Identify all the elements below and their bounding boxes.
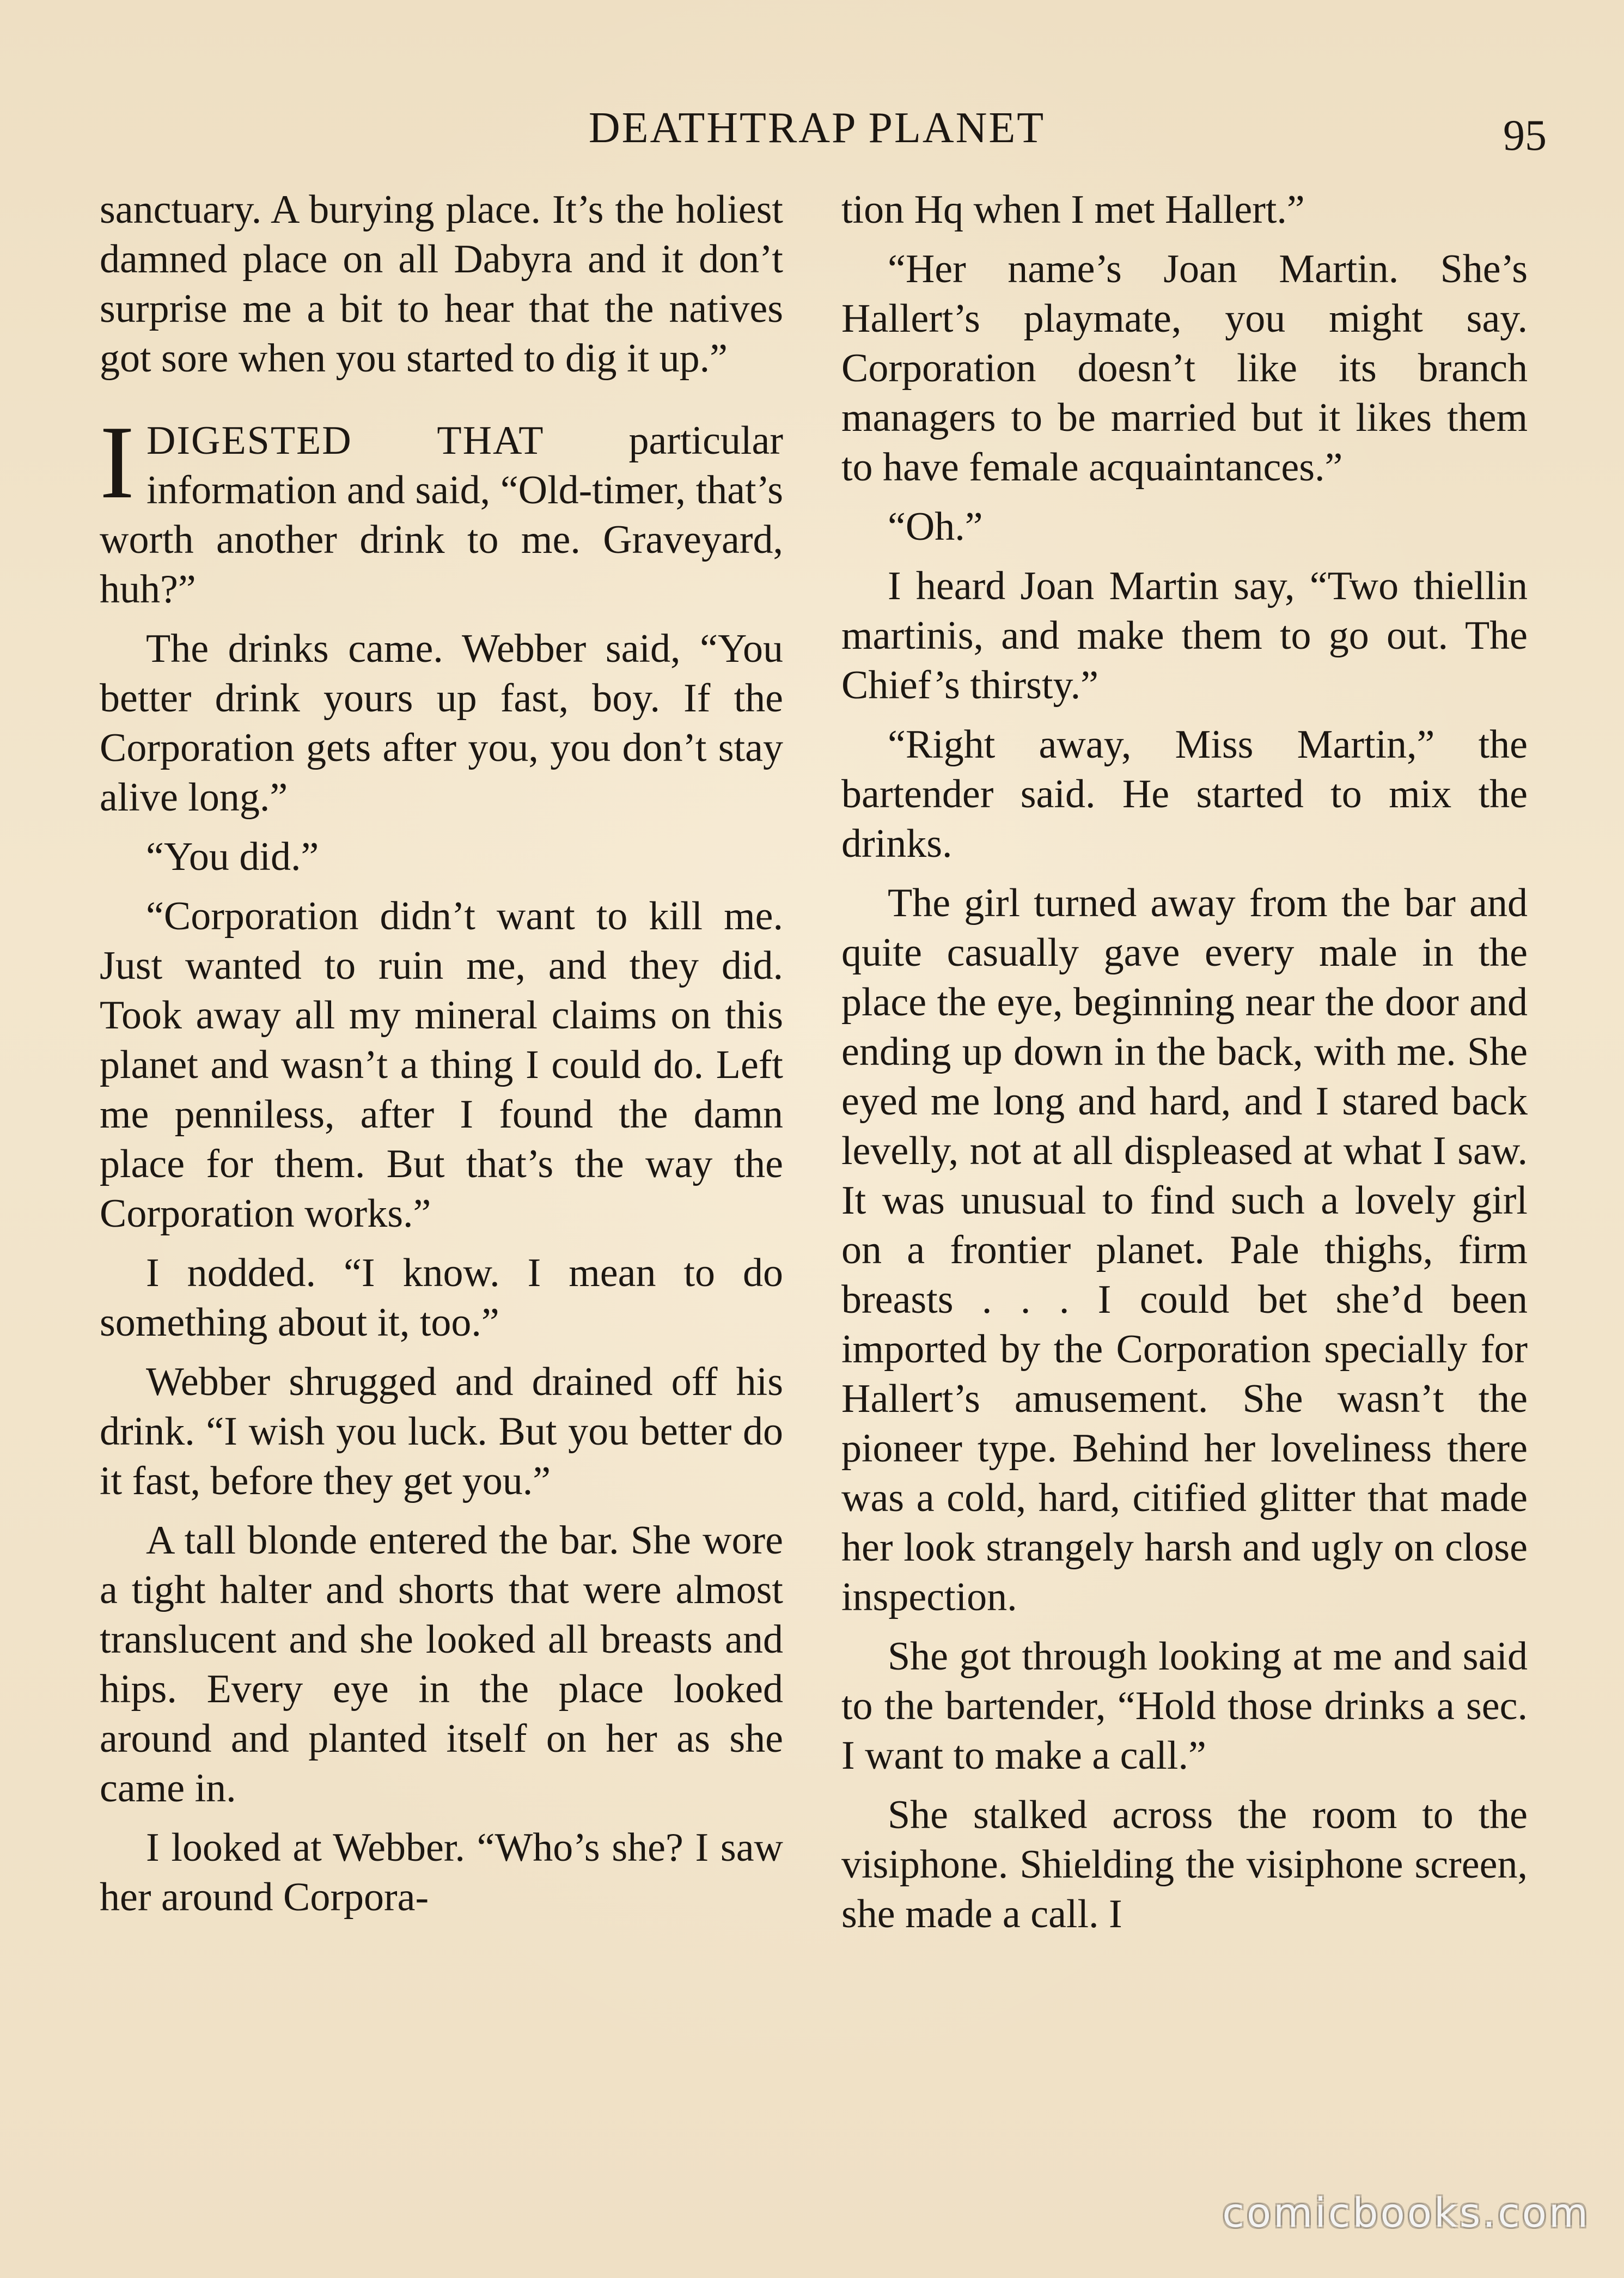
- paragraph: A tall blonde entered the bar. She wore a tight halter and shorts that were almost translucent and she looked all breasts and hips. Every eye in the place looked around and planted itself on her as she came in.: [100, 1518, 783, 1811]
- running-title: DEATHTRAP PLANET: [588, 104, 1046, 152]
- paragraph: “Right away, Miss Martin,” the bartender said. He started to mix the drinks.: [841, 722, 1528, 866]
- paragraph: I nodded. “I know. I mean to do something about it, too.”: [100, 1251, 783, 1345]
- paragraph: I heard Joan Martin say, “Two thiellin martinis, and make them to go out. The Chief’s thirsty.”: [841, 564, 1528, 708]
- paragraph: “Her name’s Joan Martin. She’s Hallert’s playmate, you might say. Corporation doesn’t like its branch managers to be married but it likes them to have female acquaintances.”: [841, 247, 1528, 490]
- paragraph: The drinks came. Webber said, “You better drink yours up fast, boy. If the Corporation gets after you, you don’t stay alive long.”: [100, 626, 783, 820]
- left-column: [100, 185, 783, 1932]
- paragraph: tion Hq when I met Hallert.”: [841, 187, 1305, 232]
- drop-cap: I: [100, 404, 135, 520]
- page-header: [0, 103, 1624, 163]
- paragraph: Webber shrugged and drained off his drink. “I wish you luck. But you better do it fast, before they get you.”: [100, 1360, 783, 1503]
- page-number: 95: [1503, 112, 1547, 160]
- paragraph: The girl turned away from the bar and quite casually gave every male in the place the eye, beginning near the door and ending up down in the back, with me. She eyed me long and hard, and I stared back levelly, not at all displeased at what I saw. It was unusual to find such a lovely girl on a frontier planet. Pale thighs, firm breasts . . . I could bet she’d been imported by the Corporation specially for Hallert’s amusement. She wasn’t the pioneer type. Behind her loveliness there was a cold, hard, citified glitter that made her look strangely harsh and ugly on close inspection.: [841, 881, 1528, 1619]
- paragraph: sanctuary. A burying place. It’s the holiest damned place on all Dabyra and it don’t surprise me a bit to hear that the natives got sore when you started to dig it up.”: [100, 187, 783, 381]
- paragraph: “You did.”: [146, 835, 319, 879]
- paragraph: “Oh.”: [888, 504, 983, 549]
- paragraph: She got through looking at me and said to the bartender, “Hold those drinks a sec. I want to make a call.”: [841, 1634, 1528, 1778]
- opening-caps: DIGESTED THAT: [146, 418, 545, 463]
- site-watermark: comicbooks.com: [1222, 2190, 1590, 2237]
- paragraph: I looked at Webber. “Who’s she? I saw her around Corpora-: [100, 1825, 783, 1920]
- opening-text: particular information and said, “Old-timer, that’s worth another drink to me. Graveyard, huh?”: [100, 418, 783, 612]
- paragraph: “Corporation didn’t want to kill me. Just wanted to ruin me, and they did. Took away all my mineral claims on this planet and wasn’t a thing I could do. Left me penniless, after I found the damn place for them. But that’s the way the Corporation works.”: [100, 894, 783, 1236]
- paragraph: She stalked across the room to the visiphone. Shielding the visiphone screen, she made a call. I: [841, 1793, 1528, 1936]
- chapter-opening-paragraph: [100, 404, 783, 614]
- right-column: [841, 185, 1528, 1949]
